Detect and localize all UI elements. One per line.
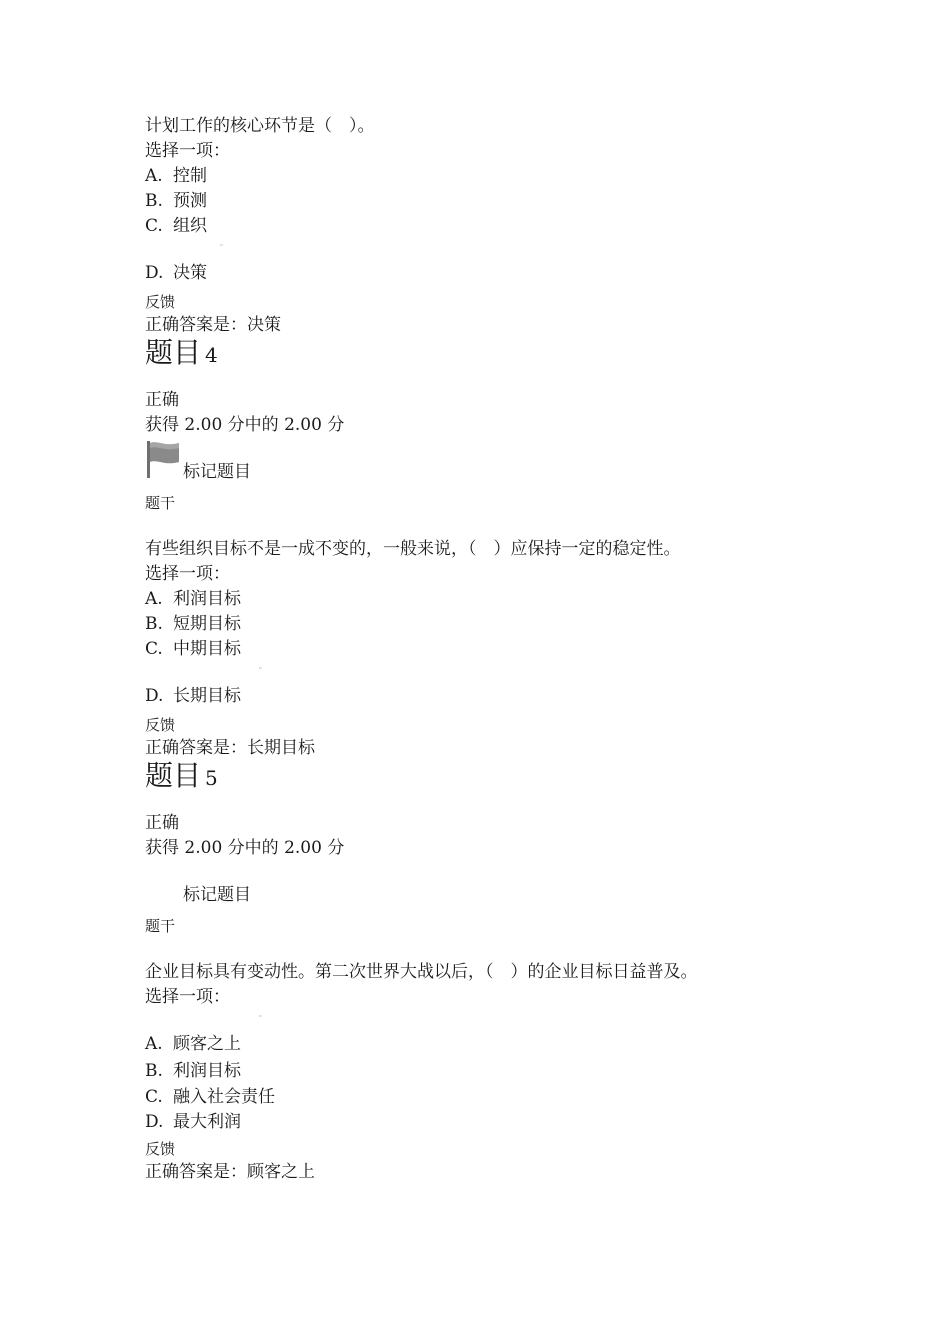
q4-flag-question-link[interactable]: 标记题目 [183,462,251,482]
option-letter: B. [145,191,163,211]
option-text: 融入社会责任 [173,1087,275,1107]
q4-heading [145,336,218,372]
q3-correct-answer: 正确答案是：决策 [145,315,281,335]
q3-feedback-label: 反馈 [145,293,176,311]
q4-title: 题目 [145,336,202,369]
option-letter: A. [145,1034,163,1054]
selection-marker-icon: ▫ [259,665,262,670]
q5-option-d[interactable] [145,1111,241,1133]
option-letter: D. [145,686,164,706]
option-letter: D. [145,263,164,283]
option-letter: C. [145,1087,163,1107]
q5-feedback-label: 反馈 [145,1140,176,1158]
q4-option-c[interactable] [145,638,241,660]
q5-title: 题目 [145,759,202,792]
q3-option-b[interactable] [145,190,207,212]
option-text: 最大利润 [173,1112,241,1132]
option-text: 长期目标 [173,686,241,706]
q4-status: 正确 [145,390,179,410]
option-letter: B. [145,614,163,634]
option-letter: A. [145,589,163,609]
q5-option-b[interactable] [145,1060,241,1082]
q4-number: 4 [205,343,218,367]
q5-heading [145,759,218,795]
q5-prompt: 选择一项： [145,987,230,1007]
option-text: 顾客之上 [173,1034,241,1054]
option-letter: C. [145,216,163,236]
q4-option-d[interactable] [145,685,241,707]
q3-question-text: 计划工作的核心环节是（ ）。 [145,116,375,136]
q4-correct-answer: 正确答案是：长期目标 [145,738,315,758]
option-text: 中期目标 [173,639,241,659]
q4-prompt: 选择一项： [145,564,230,584]
option-text: 组织 [173,216,207,236]
q3-prompt: 选择一项： [145,141,230,161]
option-text: 利润目标 [173,1061,241,1081]
q5-question-text: 企业目标具有变动性。第二次世界大战以后，（ ）的企业目标日益普及。 [145,962,698,982]
q3-option-a[interactable] [145,165,207,187]
flag-icon[interactable] [146,440,180,478]
option-letter: B. [145,1061,163,1081]
option-letter: C. [145,639,163,659]
q4-score: 获得 2.00 分中的 2.00 分 [145,415,345,435]
q3-option-c[interactable] [145,215,207,237]
selection-marker-icon: ▫ [259,1013,262,1018]
option-letter: D. [145,1112,164,1132]
q3-option-d[interactable] [145,262,207,284]
option-text: 决策 [173,263,207,283]
q4-question-text: 有些组织目标不是一成不变的，一般来说，（ ）应保持一定的稳定性。 [145,539,681,559]
option-text: 控制 [173,166,207,186]
q5-score: 获得 2.00 分中的 2.00 分 [145,838,345,858]
q5-option-c[interactable] [145,1086,275,1108]
q4-option-a[interactable] [145,588,241,610]
selection-marker-icon: ▫ [220,242,223,247]
q5-correct-answer: 正确答案是：顾客之上 [145,1162,315,1182]
option-text: 利润目标 [173,589,241,609]
q5-number: 5 [205,766,218,790]
q5-flag-question-link[interactable]: 标记题目 [183,885,251,905]
q4-feedback-label: 反馈 [145,716,176,734]
q4-stem-label: 题干 [145,494,176,512]
option-letter: A. [145,166,163,186]
option-text: 短期目标 [173,614,241,634]
q5-option-a[interactable] [145,1033,241,1055]
option-text: 预测 [173,191,207,211]
q5-stem-label: 题干 [145,917,176,935]
q5-status: 正确 [145,813,179,833]
q4-option-b[interactable] [145,613,241,635]
